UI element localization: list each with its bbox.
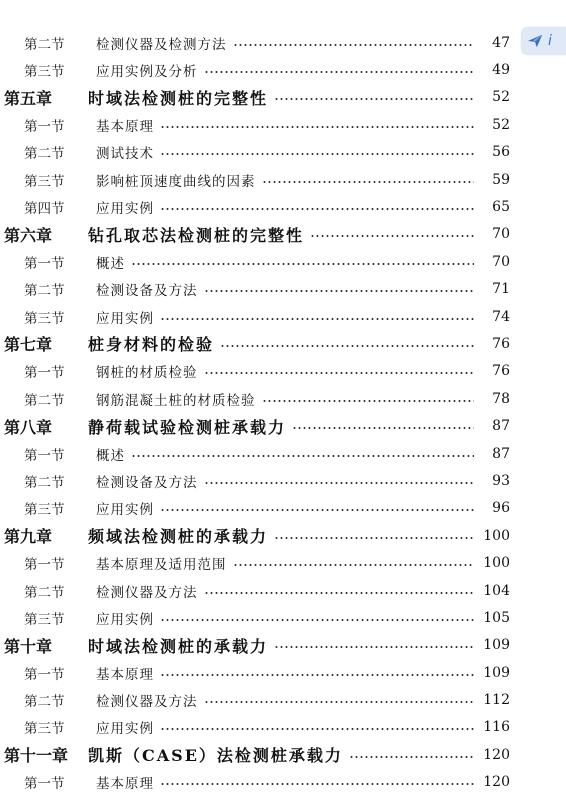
toc-section-row[interactable] [0, 440, 510, 467]
toc-entry-page: 52 [492, 116, 510, 133]
toc-entry-title: 应用实例及分析 [96, 64, 198, 81]
toc-entry-page: 65 [492, 199, 510, 216]
toc-entry-number: 第二节 [24, 36, 65, 53]
toc-entry-title: 钢桩的材质检验 [96, 365, 198, 382]
dot-leader [160, 509, 474, 511]
toc-entry-number: 第三节 [24, 721, 65, 738]
dot-leader [204, 372, 475, 374]
dot-leader [220, 345, 474, 347]
toc-entry-page: 100 [483, 555, 510, 572]
toc-entry-title: 检测设备及方法 [96, 283, 198, 300]
toc-entry-page: 109 [483, 637, 510, 654]
toc-entry-number: 第十一章 [4, 746, 69, 766]
toc-section-row[interactable] [0, 686, 510, 713]
toc-entry-title: 基本原理 [96, 776, 154, 793]
dot-leader [160, 318, 474, 320]
toc-entry-title: 概述 [96, 447, 125, 464]
toc-entry-title: 应用实例 [96, 611, 154, 628]
toc-entry-number: 第一节 [24, 666, 65, 683]
toc-entry-number: 第一节 [24, 447, 65, 464]
dot-leader [160, 208, 474, 210]
toc-entry-title: 时域法检测桩的完整性 [88, 88, 269, 108]
dot-leader [233, 44, 475, 46]
table-of-contents [0, 29, 510, 796]
toc-section-row[interactable] [0, 549, 510, 576]
toc-entry-title: 钻孔取芯法检测桩的完整性 [88, 225, 305, 245]
toc-section-row[interactable] [0, 467, 510, 494]
toc-entry-page: 74 [492, 308, 510, 325]
toc-entry-number: 第二节 [24, 584, 65, 601]
toc-entry-title: 测试技术 [96, 146, 154, 163]
toc-section-row[interactable] [0, 193, 510, 220]
toc-entry-page: 116 [483, 719, 510, 736]
dot-leader [204, 290, 475, 292]
toc-section-row[interactable] [0, 166, 510, 193]
toc-entry-number: 第六章 [4, 225, 53, 245]
toc-entry-page: 87 [492, 445, 510, 462]
toc-entry-page: 112 [483, 692, 510, 709]
toc-entry-number: 第四节 [24, 201, 65, 218]
toc-entry-number: 第九章 [4, 527, 53, 547]
dot-leader [160, 674, 474, 676]
toc-entry-page: 120 [483, 774, 510, 791]
toc-entry-page: 70 [492, 253, 510, 270]
toc-entry-title: 检测仪器及检测方法 [96, 36, 227, 53]
toc-entry-number: 第二节 [24, 146, 65, 163]
toc-entry-title: 频域法检测桩的承载力 [88, 527, 269, 547]
toc-entry-title: 桩身材料的检验 [88, 335, 215, 355]
dot-leader [233, 564, 475, 566]
toc-entry-title: 时域法检测桩的承载力 [88, 636, 269, 656]
toc-section-row[interactable] [0, 111, 510, 138]
toc-entry-number: 第三节 [24, 502, 65, 519]
toc-entry-number: 第二节 [24, 694, 65, 711]
toc-entry-page: 78 [492, 390, 510, 407]
toc-chapter-row[interactable] [0, 632, 510, 659]
toc-entry-page: 109 [483, 664, 510, 681]
toc-section-row[interactable] [0, 714, 510, 741]
toc-entry-number: 第三节 [24, 173, 65, 190]
toc-entry-title: 基本原理及适用范围 [96, 557, 227, 574]
dot-leader [274, 98, 474, 100]
toc-entry-page: 71 [492, 281, 510, 298]
dot-leader [274, 537, 474, 539]
toc-entry-page: 93 [492, 472, 510, 489]
toc-entry-title: 影响桩顶速度曲线的因素 [96, 173, 256, 190]
toc-chapter-row[interactable] [0, 412, 510, 439]
toc-entry-number: 第七章 [4, 335, 53, 355]
toc-section-row[interactable] [0, 56, 510, 83]
dot-leader [204, 482, 475, 484]
toc-entry-page: 120 [483, 746, 510, 763]
toc-entry-page: 59 [492, 171, 510, 188]
toc-entry-number: 第八章 [4, 417, 53, 437]
dot-leader [160, 126, 474, 128]
toc-entry-number: 第一节 [24, 365, 65, 382]
toc-entry-page: 70 [492, 226, 510, 243]
toc-entry-title: 钢筋混凝土桩的材质检验 [96, 392, 256, 409]
toc-entry-number: 第五章 [4, 88, 53, 108]
dot-leader [131, 455, 474, 457]
toc-entry-title: 应用实例 [96, 310, 154, 327]
toc-entry-number: 第十章 [4, 636, 53, 656]
toc-section-row[interactable] [0, 495, 510, 522]
side-badge[interactable] [522, 28, 566, 54]
toc-chapter-row[interactable] [0, 221, 510, 248]
dot-leader [310, 235, 474, 237]
toc-entry-title: 静荷载试验检测桩承载力 [88, 417, 287, 437]
dot-leader [274, 646, 474, 648]
toc-entry-number: 第二节 [24, 283, 65, 300]
dot-leader [204, 592, 475, 594]
bird-logo-icon [526, 32, 544, 50]
toc-section-row[interactable] [0, 385, 510, 412]
dot-leader [131, 263, 474, 265]
toc-entry-number: 第一节 [24, 557, 65, 574]
toc-entry-title: 检测仪器及方法 [96, 694, 198, 711]
toc-entry-title: 应用实例 [96, 721, 154, 738]
toc-entry-page: 96 [492, 500, 510, 517]
toc-section-row[interactable] [0, 577, 510, 604]
toc-section-row[interactable] [0, 303, 510, 330]
toc-entry-number: 第一节 [24, 255, 65, 272]
toc-entry-number: 第三节 [24, 310, 65, 327]
toc-chapter-row[interactable] [0, 522, 510, 549]
toc-entry-title: 检测设备及方法 [96, 474, 198, 491]
toc-entry-page: 105 [483, 609, 510, 626]
dot-leader [204, 71, 475, 73]
toc-section-row[interactable] [0, 604, 510, 631]
toc-entry-number: 第二节 [24, 474, 65, 491]
toc-chapter-row[interactable] [0, 84, 510, 111]
toc-entry-number: 第三节 [24, 64, 65, 81]
toc-entry-page: 49 [492, 62, 510, 79]
toc-entry-title: 基本原理 [96, 118, 154, 135]
toc-section-row[interactable] [0, 769, 510, 796]
toc-entry-title: 基本原理 [96, 666, 154, 683]
toc-entry-number: 第三节 [24, 611, 65, 628]
dot-leader [160, 619, 474, 621]
toc-entry-page: 76 [492, 363, 510, 380]
toc-section-row[interactable] [0, 248, 510, 275]
toc-entry-page: 76 [492, 335, 510, 352]
badge-text: i [548, 33, 552, 49]
toc-entry-title: 凯斯（CASE）法检测桩承载力 [88, 746, 343, 766]
toc-entry-title: 检测仪器及方法 [96, 584, 198, 601]
toc-section-row[interactable] [0, 276, 510, 303]
toc-section-row[interactable] [0, 358, 510, 385]
toc-section-row[interactable] [0, 139, 510, 166]
toc-entry-page: 87 [492, 418, 510, 435]
dot-leader [160, 153, 474, 155]
toc-chapter-row[interactable] [0, 741, 510, 768]
toc-entry-page: 56 [492, 144, 510, 161]
dot-leader [292, 427, 474, 429]
dot-leader [160, 783, 474, 785]
toc-entry-title: 应用实例 [96, 502, 154, 519]
toc-section-row[interactable] [0, 659, 510, 686]
dot-leader [262, 181, 475, 183]
toc-entry-title: 概述 [96, 255, 125, 272]
toc-chapter-row[interactable] [0, 330, 510, 357]
toc-entry-title: 应用实例 [96, 201, 154, 218]
toc-entry-number: 第二节 [24, 392, 65, 409]
toc-entry-number: 第一节 [24, 118, 65, 135]
dot-leader [204, 701, 475, 703]
toc-entry-page: 104 [483, 582, 510, 599]
toc-entry-page: 47 [492, 34, 510, 51]
toc-entry-number: 第一节 [24, 776, 65, 793]
dot-leader [160, 728, 474, 730]
toc-entry-page: 52 [492, 89, 510, 106]
toc-entry-page: 100 [483, 527, 510, 544]
dot-leader [262, 400, 475, 402]
dot-leader [349, 756, 474, 758]
toc-section-row[interactable] [0, 29, 510, 56]
